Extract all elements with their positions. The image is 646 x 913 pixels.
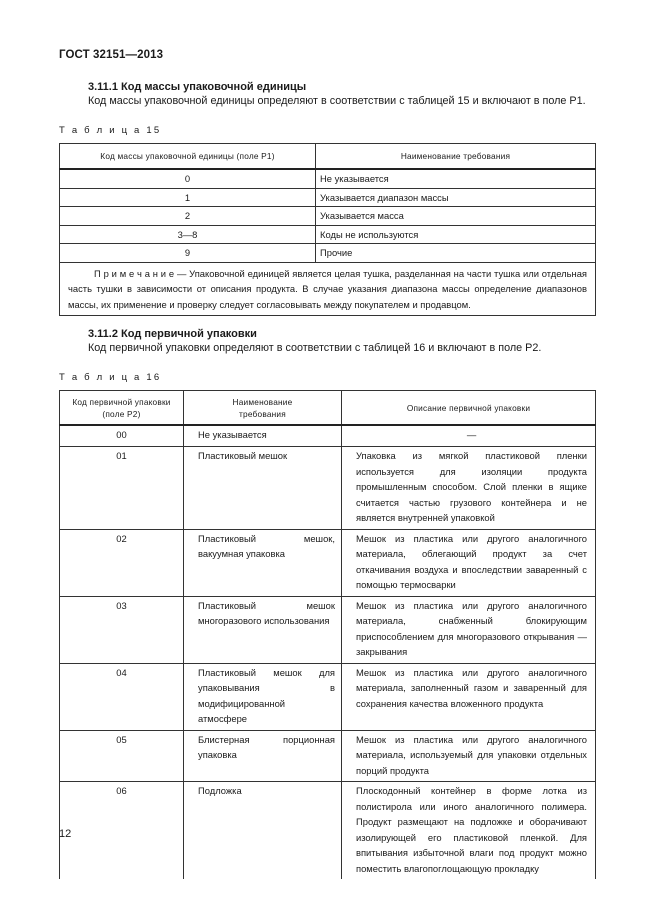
table-16-cell-name: Блистерная порционная упаковка	[184, 730, 342, 782]
table-row	[60, 188, 596, 207]
table-15-cell-code: 3—8	[60, 225, 316, 244]
table-15-cell-name: Указывается масса	[316, 207, 596, 226]
table-16-cell-name: Пластиковый мешок для упаковывания в модифицированной атмосфере	[184, 663, 342, 730]
table-15-header-code: Код массы упаковочной единицы (поле Р1)	[60, 144, 316, 170]
table-row	[60, 663, 596, 730]
table-16-cell-desc: —	[342, 425, 596, 447]
table-16-cell-name: Не указывается	[184, 425, 342, 447]
table-16-cell-desc: Упаковка из мягкой пластиковой пленки используется для изоляции продукта промышленным способом. Слой пленки в ящике считается частью грузового контейнера и не является внутренней упаковкой	[342, 447, 596, 530]
table-16-cell-code: 05	[60, 730, 184, 782]
section-text-3-11-1: Код массы упаковочной единицы определяют в соответствии с таблицей 15 и включают в поле Р1.	[88, 95, 586, 107]
table-15-caption: Т а б л и ц а 15	[59, 125, 162, 136]
table-16-caption: Т а б л и ц а 16	[59, 372, 162, 383]
table-16	[59, 390, 596, 879]
table-16-cell-desc: Плоскодонный контейнер в форме лотка из полистирола или иного аналогичного полимера. Продукт размещают на подложке и оборачивают изолирующей его пластиковой пленкой. Для впитывания избыточной влаги под продукт можно поместить влагопоглощающую прокладку	[342, 782, 596, 880]
table-16-cell-desc: Мешок из пластика или другого аналогичного материала, используемый для упаковки отдельных порций продукта	[342, 730, 596, 782]
table-16-cell-name: Пластиковый мешок многоразового использования	[184, 596, 342, 663]
table-15-header-name: Наименование требования	[316, 144, 596, 170]
table-row	[60, 730, 596, 782]
table-15-cell-name: Указывается диапазон массы	[316, 188, 596, 207]
note-label: П р и м е ч а н и е	[94, 267, 175, 279]
table-16-cell-code: 02	[60, 529, 184, 596]
table-16-cell-desc: Мешок из пластика или другого аналогичного материала, облегающий продукт за счет откачивания воздуха и впоследствии заваренный с помощью термосварки	[342, 529, 596, 596]
table-16-header-code: Код первичной упаковки (поле Р2)	[60, 391, 184, 426]
table-15-cell-name: Коды не используются	[316, 225, 596, 244]
table-row	[60, 244, 596, 263]
table-16-cell-code: 03	[60, 596, 184, 663]
table-16-cell-code: 04	[60, 663, 184, 730]
table-row	[60, 425, 596, 447]
table-16-cell-name: Пластиковый мешок, вакуумная упаковка	[184, 529, 342, 596]
table-row	[60, 596, 596, 663]
table-16-header-name: Наименование требования	[184, 391, 342, 426]
section-text-3-11-2: Код первичной упаковки определяют в соответствии с таблицей 16 и включают в поле Р2.	[88, 342, 542, 354]
table-16-cell-desc: Мешок из пластика или другого аналогичного материала, заполненный газом и заваренный для сохранения качества вложенного продукта	[342, 663, 596, 730]
table-row	[60, 225, 596, 244]
table-row	[60, 207, 596, 226]
section-title-3-11-1: 3.11.1 Код массы упаковочной единицы	[88, 81, 307, 93]
note-text: — Упаковочной единицей является целая тушка, разделанная на части тушка или отдельная часть тушки в зависимости от описания продукта. В случае указания диапазона массы определение диапазонов массы, их применение и проверку следует согласовывать между покупателем и продавцом.	[68, 267, 587, 310]
table-15-cell-code: 0	[60, 169, 316, 188]
table-15	[59, 143, 596, 316]
table-16-cell-desc: Мешок из пластика или другого аналогичного материала, снабженный блокирующим приспособлением для многоразового открывания — закрывания	[342, 596, 596, 663]
table-15-cell-name: Прочие	[316, 244, 596, 263]
table-15-note-row	[60, 262, 596, 316]
table-16-cell-code: 01	[60, 447, 184, 530]
table-16-cell-code: 06	[60, 782, 184, 880]
table-15-cell-code: 9	[60, 244, 316, 263]
table-row	[60, 169, 596, 188]
document-header: ГОСТ 32151—2013	[59, 49, 164, 61]
table-15-cell-code: 2	[60, 207, 316, 226]
table-16-header-desc: Описание первичной упаковки	[342, 391, 596, 426]
table-15-cell-name: Не указывается	[316, 169, 596, 188]
table-16-cell-name: Пластиковый мешок	[184, 447, 342, 530]
table-row	[60, 529, 596, 596]
table-16-cell-code: 00	[60, 425, 184, 447]
table-15-cell-code: 1	[60, 188, 316, 207]
page-number: 12	[59, 828, 72, 840]
table-16-cell-name: Подложка	[184, 782, 342, 880]
table-row	[60, 782, 596, 880]
table-row	[60, 447, 596, 530]
section-title-3-11-2: 3.11.2 Код первичной упаковки	[88, 328, 257, 340]
table-15-note	[60, 262, 596, 316]
